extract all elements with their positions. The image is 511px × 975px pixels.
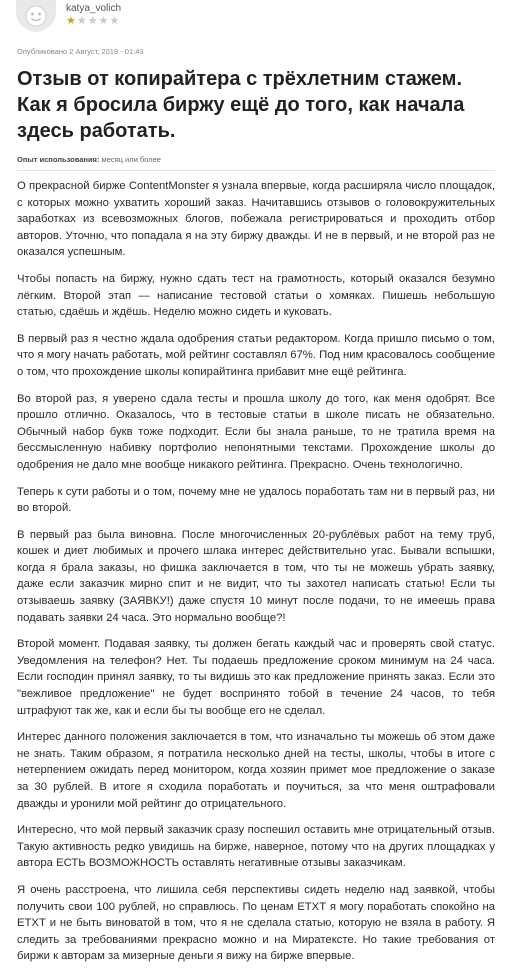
review-paragraph: Чтобы попасть на биржу, нужно сдать тест на грамотность, который оказался безумно лёгким. Второй этап — написание тестовой статьи о хомяках. Пишешь небольшую статью, сдаёшь и ждёшь. Неделю можно сидеть и куковать. (17, 272, 495, 319)
usage-experience-value: месяц или более (101, 155, 161, 164)
review-header (0, 0, 511, 50)
divider (17, 170, 495, 171)
star-icon: ★ (66, 15, 77, 27)
review-paragraph: Интерес данного положения заключается в том, что изначально ты можешь об этом даже не знать. Таким образом, я потратила несколько дней на тесты, школы, чтобы в итоге с нетерпением ожидать перед монитором, когда хозяин примет мое предложение о заказе за 30 рублей. В итоге я сходила поработать и поучиться, за что меня оштрафовали дважды и уронили мой рейтинг до отрицательного. (17, 731, 495, 810)
review-paragraph: В первый раз я честно ждала одобрения статьи редактором. Когда пришло письмо о том, что я могу начать работать, мой рейтинг составлял 67%. Под ним красовалось сообщение о том, что прохождение школы копирайтинга прибавит мне ещё рейтинга. (17, 332, 495, 378)
review-body (17, 178, 495, 975)
review-paragraph: Теперь к сути работы и о том, почему мне не удалось поработать там ни в первый раз, ни во второй. (17, 485, 495, 515)
avatar[interactable] (16, 0, 56, 32)
published-date: Опубликовано 2 Август, 2019 - 01:43 (17, 47, 144, 56)
review-paragraph: О прекрасной бирже ContentMonster я узнала впервые, когда расширяла число площадок, с которых можно ухватить хороший заказ. Начитавшись отзывов о головокружительных заработках из всевозможных блогов, побежала регистрироваться и проходить отбор авторов. Уточню, что попадала я на эту биржу дважды. И не в первый, и не второй раз не оказался успешным. (17, 180, 495, 259)
review-paragraph: Интересно, что мой первый заказчик сразу поспешил оставить мне отрицательный отзыв. Такую активность редко увидишь на бирже, наверное, потому что на других площадках у автора ЕСТЬ ВОЗМОЖНОСТЬ оставлять негативные отзывы заказчикам. (17, 824, 495, 870)
review-title: Отзыв от копирайтера с трёхлетним стажем. Как я бросила биржу ещё до того, как начала здесь работать. (17, 68, 465, 142)
review-paragraph: Я очень расстроена, что лишила себя перспективы сидеть неделю над заявкой, чтобы получить свои 100 рублей, но справлюсь. По ценам ЕТХТ я могу поработать спокойно на ЕТХТ и не быть виноватой в том, что я не сделала статью, которую не взяла в работу. Я следить за требованиями прекрасно можно и на Миратексте. Но такие требования от биржи к авторам за мизерные деньги я вижу на бирже впервые. (17, 883, 495, 963)
review-paragraph: В первый раз была виновна. После многочисленных 20-рублёвых работ на тему труб, кошек и диет любимых и прочего шлака интерес действительно угас. Бывали вспышки, когда я брала заказы, но фишка заключается в том, что ты не можешь убрать заявку, даже если заказчик мирно спит и не видит, что ты захотел написать статью! Если ты отзываешь заявку (ЗАЯВКУ!) даже спустя 10 минут после подачи, то не имеешь права подавать заявки 24 часа. Это нормально вообще?! (17, 528, 495, 624)
star-icon: ★ (98, 15, 110, 27)
rating-stars (66, 15, 120, 27)
smiley-face-icon (25, 5, 47, 27)
usage-experience (17, 155, 161, 164)
usage-experience-label: Опыт использования: (17, 155, 100, 164)
review-paragraph: Во второй раз, я уверено сдала тесты и прошла школу до того, как меня одобрят. Все прошло отлично. Оказалось, что в тестовые статьи в школе писать не обязательно. Обычный набор букв тоже подходит. Если бы знала раньше, то не тратила время на бессмысленную набивку портфолио непонятными текстами. Прохождение школы до одобрения не дало мне вообще никакого рейтинга. Прекрасно. Очень технологично. (17, 392, 495, 471)
author-name[interactable]: katya_volich (66, 3, 122, 14)
star-icon: ★ (109, 15, 121, 27)
star-icon: ★ (76, 15, 88, 27)
star-icon: ★ (87, 15, 99, 27)
review-paragraph: Второй момент. Подавая заявку, ты должен бегать каждый час и проверять свой статус. Уведомления на телефон? Нет. Ты подаешь предложение сроком минимум на 24 часа. Если господин принял заявку, то ты видишь это как предложение принять заказ. Если это "вежливое предложение" не будет воспринято тобой в течение 24 часов, то тебя штрафуют так же, как и если бы ты вообще его не сделал. (17, 638, 495, 717)
